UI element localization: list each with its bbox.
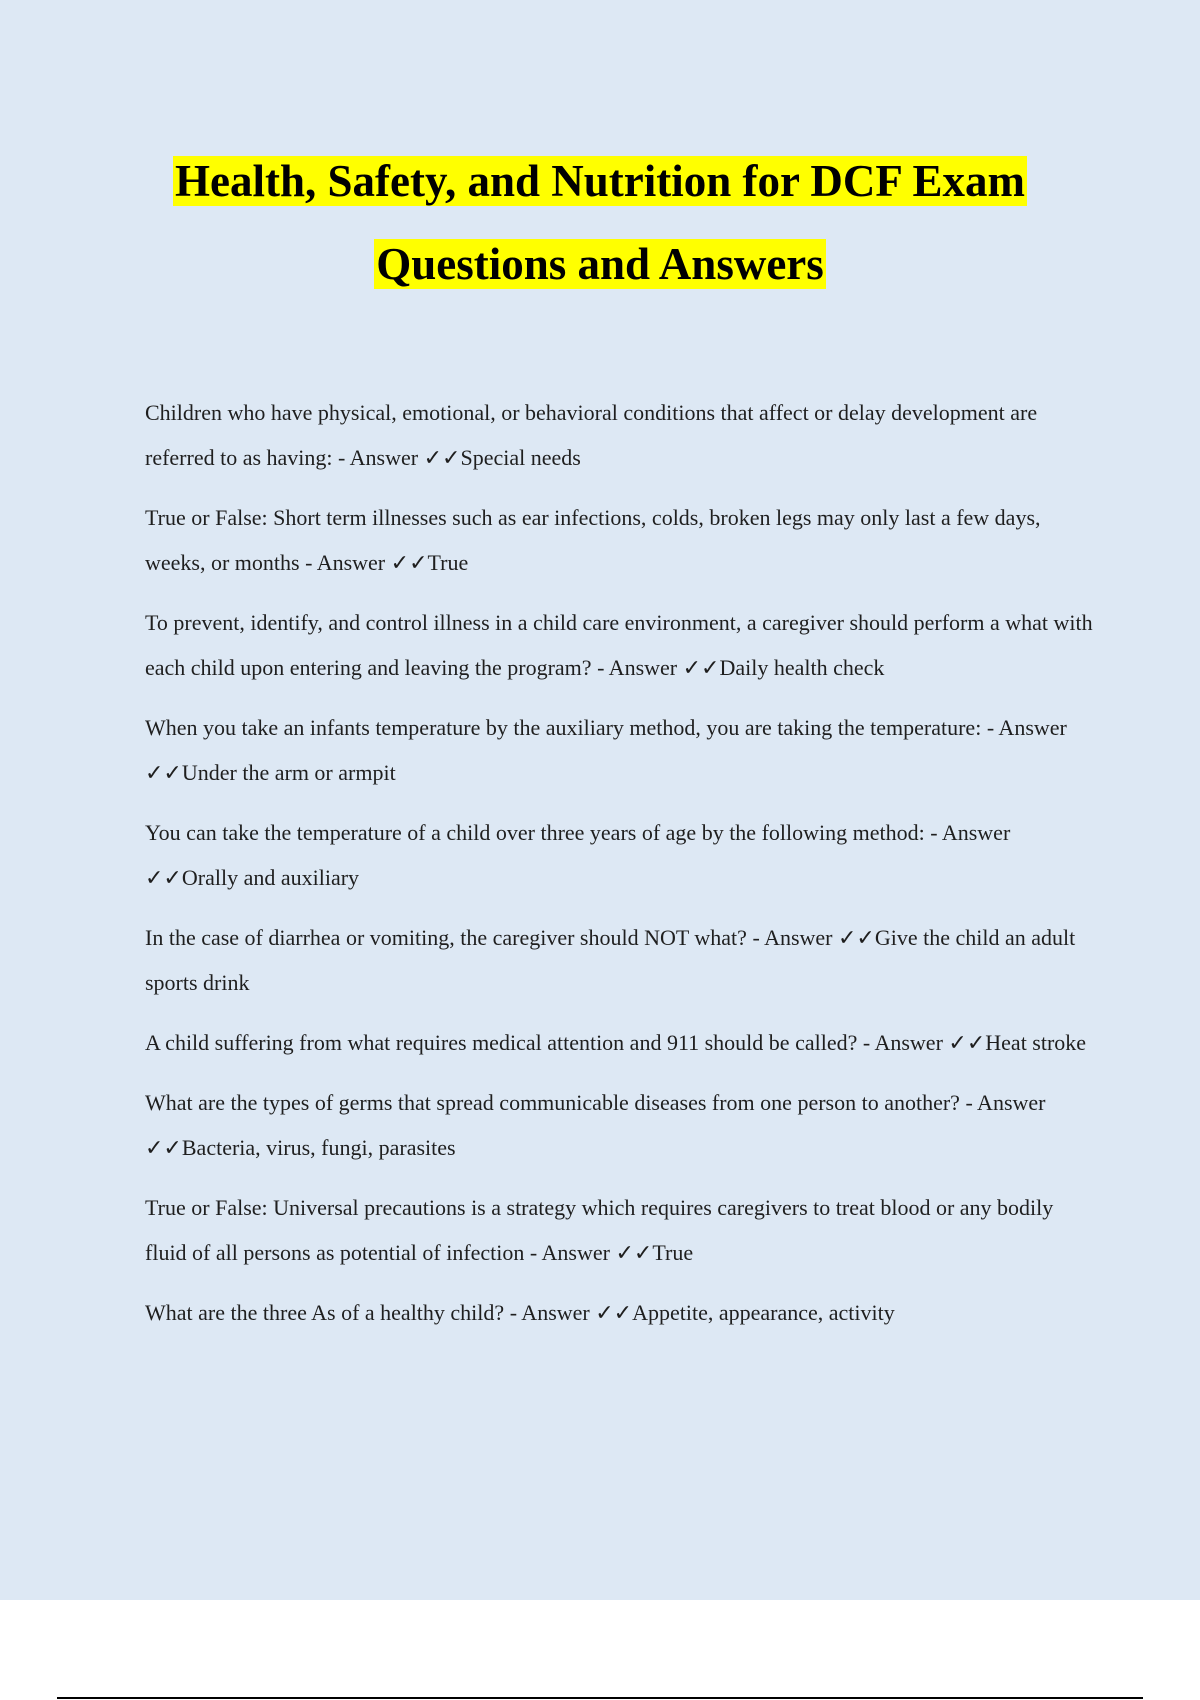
answer-text: True — [652, 1240, 694, 1265]
qa-item — [145, 1290, 1095, 1335]
qa-item — [145, 810, 1095, 900]
answer-marker: - Answer ✓✓ — [597, 655, 720, 680]
question-text: When you take an infants temperature by the auxiliary method, you are taking the temperature: — [145, 715, 982, 740]
answer-marker: - Answer ✓✓ — [862, 1030, 986, 1055]
question-text: In the case of diarrhea or vomiting, the caregiver should NOT what? — [145, 925, 747, 950]
answer-marker: - Answer ✓✓ — [145, 1090, 1046, 1160]
title-line-2: Questions and Answers — [376, 239, 824, 289]
answer-text: Daily health check — [719, 655, 885, 680]
qa-list — [145, 390, 1095, 1350]
qa-item — [145, 705, 1095, 795]
answer-text: Bacteria, virus, fungi, parasites — [181, 1135, 456, 1160]
qa-item — [145, 1020, 1095, 1065]
answer-text: Heat stroke — [985, 1030, 1087, 1055]
answer-text: Special needs — [460, 445, 581, 470]
question-text: A child suffering from what requires medical attention and 911 should be called? — [145, 1030, 858, 1055]
question-text: To prevent, identify, and control illness in a child care environment, a caregiver should perform a what with each child upon entering and leaving the program? — [145, 610, 1093, 680]
answer-marker: - Answer ✓✓ — [145, 715, 1067, 785]
answer-marker: - Answer ✓✓ — [509, 1300, 633, 1325]
answer-text: Appetite, appearance, activity — [632, 1300, 895, 1325]
answer-text: Give the child an adult sports drink — [145, 925, 1076, 995]
question-text: True or False: Universal precautions is a strategy which requires caregivers to treat blood or any bodily fluid of all persons as potential of infection — [145, 1195, 1054, 1265]
document-title — [0, 140, 1200, 306]
question-text: What are the three As of a healthy child? — [145, 1300, 505, 1325]
answer-marker: - Answer ✓✓ — [752, 925, 875, 950]
qa-item — [145, 1185, 1095, 1275]
qa-item — [145, 600, 1095, 690]
answer-text: True — [427, 550, 469, 575]
qa-item — [145, 1080, 1095, 1170]
answer-marker: - Answer ✓✓ — [529, 1240, 653, 1265]
qa-item — [145, 495, 1095, 585]
qa-item — [145, 390, 1095, 480]
question-text: What are the types of germs that spread communicable diseases from one person to another? — [145, 1090, 960, 1115]
question-text: Children who have physical, emotional, or behavioral conditions that affect or delay development are referred to as having: — [145, 400, 1038, 470]
qa-item — [145, 915, 1095, 1005]
question-text: True or False: Short term illnesses such as ear infections, colds, broken legs may only last a few days, weeks, or months — [145, 505, 1041, 575]
answer-marker: - Answer ✓✓ — [338, 445, 461, 470]
answer-marker: - Answer ✓✓ — [145, 820, 1011, 890]
question-text: You can take the temperature of a child over three years of age by the following method: — [145, 820, 925, 845]
answer-text: Under the arm or armpit — [181, 760, 396, 785]
title-line-1: Health, Safety, and Nutrition for DCF Exam — [175, 156, 1025, 206]
answer-marker: - Answer ✓✓ — [305, 550, 428, 575]
footer-divider — [57, 1697, 1143, 1699]
answer-text: Orally and auxiliary — [181, 865, 360, 890]
